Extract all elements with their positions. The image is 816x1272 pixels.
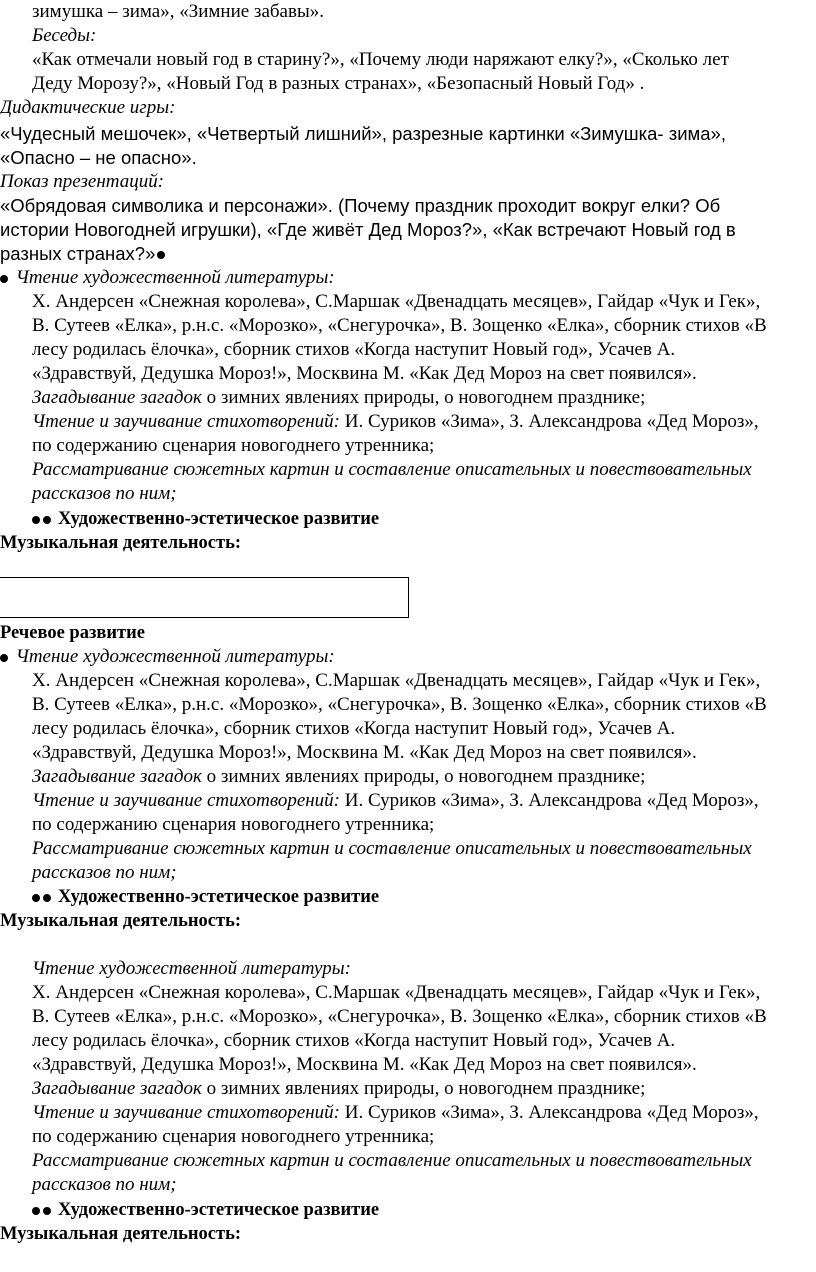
text-line: Деду Морозу?», «Новый Год в разных странах», «Безопасный Новый Год» .	[32, 73, 645, 94]
didactic-label: Дидактические игры:	[0, 97, 176, 118]
pictures-line: рассказов по ним;	[32, 483, 177, 504]
reading-line: лесу родилась ёлочка», сборник стихов «Когда наступит Новый год», Усачев А.	[32, 718, 676, 739]
music-heading: Музыкальная деятельность:	[0, 911, 242, 931]
reading-label: Чтение художественной литературы:	[32, 958, 351, 979]
empty-table-cell	[0, 577, 409, 618]
reading-line: В. Сутеев «Елка», р.н.с. «Морозко», «Снегурочка», В. Зощенко «Елка», сборник стихов «В	[32, 315, 767, 336]
bullet-icon	[157, 251, 165, 259]
poems-line: Чтение и заучивание стихотворений: И. Суриков «Зима», З. Александрова «Дед Мороз»,	[32, 790, 759, 811]
poems-line: по содержанию сценария новогоднего утренника;	[32, 435, 435, 456]
reading-line: «Здравствуй, Дедушка Мороз!», Москвина М. «Как Дед Мороз на свет появился».	[32, 742, 697, 763]
reading-line: В. Сутеев «Елка», р.н.с. «Морозко», «Снегурочка», В. Зощенко «Елка», сборник стихов «В	[32, 694, 767, 715]
bullet-icon	[32, 894, 40, 902]
reading-line: лесу родилась ёлочка», сборник стихов «Когда наступит Новый год», Усачев А.	[32, 1030, 676, 1051]
poems-line: Чтение и заучивание стихотворений: И. Суриков «Зима», З. Александрова «Дед Мороз»,	[32, 411, 759, 432]
pictures-line: Рассматривание сюжетных картин и составление описательных и повествовательных	[32, 838, 752, 859]
music-heading: Музыкальная деятельность:	[0, 1224, 242, 1244]
riddles-line: Загадывание загадок о зимних явлениях природы, о новогоднем празднике;	[32, 1078, 646, 1099]
pictures-line: Рассматривание сюжетных картин и составление описательных и повествовательных	[32, 1150, 752, 1171]
reading-line: лесу родилась ёлочка», сборник стихов «Когда наступит Новый год», Усачев А.	[32, 339, 676, 360]
poems-line: по содержанию сценария новогоднего утренника;	[32, 1126, 435, 1147]
didactic-line: «Чудесный мешочек», «Четвертый лишний», разрезные картинки «Зимушка- зима»,	[0, 123, 726, 144]
pictures-line: Рассматривание сюжетных картин и составление описательных и повествовательных	[32, 459, 752, 480]
reading-line: Х. Андерсен «Снежная королева», С.Маршак «Двенадцать месяцев», Гайдар «Чук и Гек»,	[32, 982, 761, 1003]
text-line: зимушка – зима», «Зимние забавы».	[32, 1, 324, 22]
conversations-label: Беседы:	[32, 25, 97, 46]
bullet-icon	[32, 1207, 40, 1215]
reading-line: Х. Андерсен «Снежная королева», С.Маршак «Двенадцать месяцев», Гайдар «Чук и Гек»,	[32, 670, 761, 691]
art-heading: Художественно-эстетическое развитие	[32, 507, 379, 531]
reading-line: Х. Андерсен «Снежная королева», С.Маршак «Двенадцать месяцев», Гайдар «Чук и Гек»,	[32, 291, 761, 312]
bullet-icon	[43, 894, 51, 902]
poems-line: Чтение и заучивание стихотворений: И. Суриков «Зима», З. Александрова «Дед Мороз»,	[32, 1102, 759, 1123]
music-heading: Музыкальная деятельность:	[0, 533, 242, 553]
art-heading: Художественно-эстетическое развитие	[32, 885, 379, 909]
riddles-line: Загадывание загадок о зимних явлениях природы, о новогоднем празднике;	[32, 766, 646, 787]
bullet-icon	[32, 516, 40, 524]
presentations-line: разных странах?»	[0, 242, 168, 266]
presentations-line: «Обрядовая символика и персонажи». (Почему праздник проходит вокруг елки? Об	[0, 195, 721, 216]
didactic-line: «Опасно – не опасно».	[0, 147, 197, 168]
bullet-icon	[43, 516, 51, 524]
bullet-icon	[0, 654, 8, 662]
reading-line: «Здравствуй, Дедушка Мороз!», Москвина М. «Как Дед Мороз на свет появился».	[32, 363, 697, 384]
presentations-label: Показ презентаций:	[0, 171, 165, 192]
reading-line: В. Сутеев «Елка», р.н.с. «Морозко», «Снегурочка», В. Зощенко «Елка», сборник стихов «В	[32, 1006, 767, 1027]
pictures-line: рассказов по ним;	[32, 862, 177, 883]
speech-heading: Речевое развитие	[0, 623, 145, 643]
presentations-line: истории Новогодней игрушки), «Где живёт Дед Мороз?», «Как встречают Новый год в	[0, 219, 736, 240]
text-line: «Как отмечали новый год в старину?», «Почему люди наряжают елку?», «Сколько лет	[32, 49, 729, 70]
poems-line: по содержанию сценария новогоднего утренника;	[32, 814, 435, 835]
reading-label: Чтение художественной литературы:	[0, 645, 335, 669]
reading-line: «Здравствуй, Дедушка Мороз!», Москвина М. «Как Дед Мороз на свет появился».	[32, 1054, 697, 1075]
reading-label: Чтение художественной литературы:	[0, 266, 335, 290]
bullet-icon	[43, 1207, 51, 1215]
riddles-line: Загадывание загадок о зимних явлениях природы, о новогоднем празднике;	[32, 387, 646, 408]
bullet-icon	[0, 275, 8, 283]
art-heading: Художественно-эстетическое развитие	[32, 1198, 379, 1222]
pictures-line: рассказов по ним;	[32, 1174, 177, 1195]
